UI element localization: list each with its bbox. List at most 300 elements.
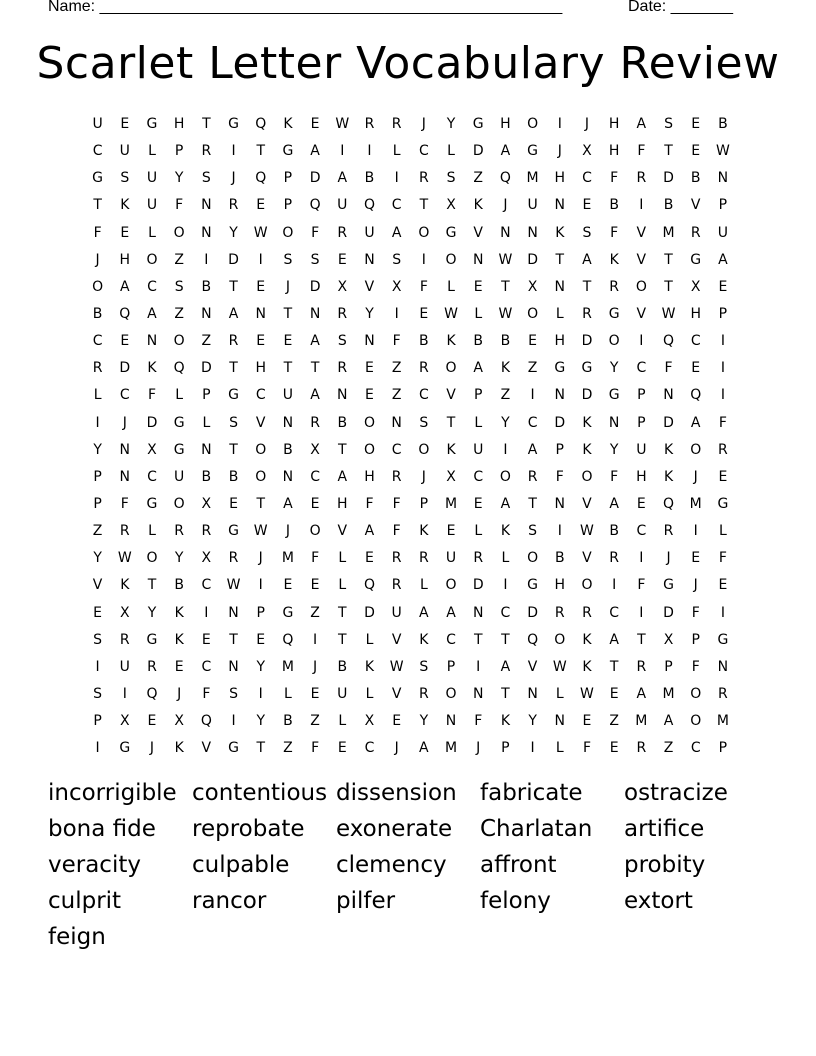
grid-letter[interactable]: R	[391, 550, 402, 567]
grid-letter[interactable]: L	[338, 550, 347, 567]
grid-letter[interactable]: H	[608, 116, 620, 132]
grid-letter[interactable]: O	[445, 251, 457, 268]
grid-letter[interactable]: P	[174, 143, 184, 160]
grid-letter[interactable]: N	[282, 468, 294, 485]
grid-letter[interactable]: Q	[663, 495, 675, 512]
grid-letter[interactable]: I	[122, 685, 127, 702]
grid-letter[interactable]: S	[337, 333, 347, 350]
grid-letter[interactable]: G	[717, 631, 729, 648]
grid-letter[interactable]: F	[202, 685, 211, 702]
grid-letter[interactable]: I	[720, 604, 725, 621]
grid-letter[interactable]: S	[229, 414, 238, 431]
grid-letter[interactable]: G	[282, 604, 294, 621]
grid-letter[interactable]: F	[392, 333, 401, 350]
grid-letter[interactable]: M	[716, 713, 729, 730]
grid-letter[interactable]: T	[446, 414, 456, 431]
grid-letter[interactable]: I	[95, 414, 100, 431]
grid-letter[interactable]: P	[93, 713, 102, 730]
grid-letter[interactable]: T	[473, 631, 483, 648]
grid-letter[interactable]: J	[693, 577, 698, 594]
grid-letter[interactable]: G	[92, 170, 104, 187]
grid-letter[interactable]: S	[446, 170, 456, 187]
grid-letter[interactable]: X	[337, 278, 348, 295]
grid-letter[interactable]: O	[173, 333, 185, 350]
grid-letter[interactable]: O	[445, 685, 457, 702]
grid-letter[interactable]: F	[365, 495, 374, 512]
grid-letter[interactable]: I	[258, 251, 263, 268]
grid-letter[interactable]: S	[283, 251, 293, 268]
grid-letter[interactable]: E	[528, 333, 538, 350]
grid-letter[interactable]: Z	[201, 333, 212, 350]
grid-letter[interactable]: K	[582, 441, 592, 458]
grid-letter[interactable]: E	[392, 713, 402, 730]
grid-letter[interactable]: R	[418, 360, 429, 377]
grid-letter[interactable]: E	[310, 495, 320, 512]
grid-letter[interactable]: S	[664, 116, 673, 132]
grid-letter[interactable]: C	[364, 740, 375, 757]
grid-letter[interactable]: C	[582, 170, 592, 187]
grid-letter[interactable]: Z	[391, 360, 402, 377]
grid-letter[interactable]: P	[93, 468, 102, 485]
grid-letter[interactable]: P	[637, 414, 646, 431]
grid-letter[interactable]: E	[718, 278, 728, 295]
grid-letter[interactable]: B	[364, 170, 375, 187]
grid-letter[interactable]: K	[120, 197, 130, 214]
grid-letter[interactable]: D	[472, 577, 484, 594]
grid-letter[interactable]: I	[557, 116, 562, 132]
grid-letter[interactable]: U	[391, 604, 402, 621]
grid-letter[interactable]: C	[500, 604, 511, 621]
grid-letter[interactable]: D	[228, 251, 239, 268]
grid-letter[interactable]: B	[718, 116, 728, 132]
grid-letter[interactable]: G	[554, 360, 566, 377]
grid-letter[interactable]: I	[530, 740, 535, 757]
grid-letter[interactable]: A	[147, 305, 157, 322]
grid-letter[interactable]: A	[391, 224, 402, 241]
grid-letter[interactable]: Y	[446, 116, 456, 132]
grid-letter[interactable]: N	[255, 305, 266, 322]
grid-letter[interactable]: Z	[500, 387, 511, 404]
grid-letter[interactable]: G	[173, 414, 185, 431]
grid-letter[interactable]: J	[313, 658, 318, 675]
grid-letter[interactable]: P	[419, 495, 429, 512]
grid-letter[interactable]: D	[200, 360, 212, 377]
grid-letter[interactable]: E	[609, 685, 619, 702]
grid-letter[interactable]: E	[473, 495, 483, 512]
grid-letter[interactable]: A	[500, 495, 511, 512]
grid-letter[interactable]: T	[338, 604, 347, 621]
grid-letter[interactable]: W	[580, 685, 594, 702]
grid-letter[interactable]: F	[93, 224, 102, 241]
grid-letter[interactable]: H	[636, 468, 647, 485]
grid-letter[interactable]: E	[365, 360, 374, 377]
grid-letter[interactable]: F	[610, 468, 619, 485]
grid-letter[interactable]: D	[663, 604, 674, 621]
grid-letter[interactable]: U	[119, 658, 130, 675]
grid-letter[interactable]: B	[174, 577, 184, 594]
grid-letter[interactable]: P	[283, 197, 293, 214]
grid-letter[interactable]: K	[174, 631, 184, 648]
grid-letter[interactable]: I	[693, 523, 698, 540]
grid-letter[interactable]: E	[147, 713, 157, 730]
grid-letter[interactable]: Z	[609, 713, 619, 730]
grid-letter[interactable]: L	[148, 523, 156, 540]
grid-letter[interactable]: L	[148, 143, 156, 160]
grid-letter[interactable]: D	[527, 251, 538, 268]
grid-letter[interactable]: L	[148, 224, 156, 241]
grid-letter[interactable]: R	[228, 197, 239, 214]
grid-letter[interactable]: K	[419, 523, 429, 540]
grid-letter[interactable]: C	[310, 468, 320, 485]
grid-letter[interactable]: G	[608, 305, 620, 322]
grid-letter[interactable]: G	[608, 387, 620, 404]
grid-letter[interactable]: D	[527, 604, 538, 621]
grid-letter[interactable]: K	[446, 333, 456, 350]
grid-letter[interactable]: R	[636, 658, 647, 675]
grid-letter[interactable]: E	[691, 116, 701, 132]
grid-letter[interactable]: Q	[282, 631, 294, 648]
grid-letter[interactable]: Q	[255, 170, 267, 187]
grid-letter[interactable]: N	[472, 685, 484, 702]
grid-letter[interactable]: N	[391, 414, 402, 431]
grid-letter[interactable]: L	[447, 143, 455, 160]
grid-letter[interactable]: O	[635, 278, 647, 295]
grid-letter[interactable]: L	[175, 387, 184, 404]
grid-letter[interactable]: H	[364, 468, 375, 485]
grid-letter[interactable]: B	[609, 197, 619, 214]
grid-letter[interactable]: A	[364, 523, 375, 540]
grid-letter[interactable]: V	[636, 305, 647, 322]
grid-letter[interactable]: N	[146, 333, 158, 350]
grid-letter[interactable]: C	[418, 143, 429, 160]
grid-letter[interactable]: U	[527, 197, 538, 214]
grid-letter[interactable]: T	[664, 251, 673, 268]
grid-letter[interactable]: R	[337, 224, 348, 241]
grid-letter[interactable]: V	[473, 224, 483, 241]
grid-letter[interactable]: J	[122, 414, 127, 431]
grid-letter[interactable]: M	[281, 550, 294, 567]
grid-letter[interactable]: P	[637, 387, 646, 404]
grid-letter[interactable]: R	[228, 550, 239, 567]
grid-letter[interactable]: L	[719, 523, 727, 540]
grid-letter[interactable]: H	[554, 577, 566, 594]
grid-letter[interactable]: Q	[309, 197, 321, 214]
grid-letter[interactable]: F	[311, 740, 320, 757]
grid-letter[interactable]: Q	[173, 360, 185, 377]
grid-letter[interactable]: X	[310, 441, 320, 458]
grid-letter[interactable]: L	[474, 305, 483, 322]
grid-letter[interactable]: Y	[256, 658, 265, 675]
grid-letter[interactable]: D	[119, 360, 131, 377]
grid-letter[interactable]: U	[364, 224, 375, 241]
grid-letter[interactable]: K	[663, 468, 674, 485]
grid-letter[interactable]: Y	[174, 170, 184, 187]
grid-letter[interactable]: P	[718, 197, 728, 214]
grid-letter[interactable]: T	[202, 116, 211, 132]
grid-letter[interactable]: M	[444, 495, 458, 512]
grid-letter[interactable]: M	[662, 685, 675, 702]
grid-letter[interactable]: O	[554, 631, 566, 648]
grid-letter[interactable]: T	[229, 360, 238, 377]
grid-letter[interactable]: L	[419, 577, 428, 594]
grid-letter[interactable]: R	[147, 658, 157, 675]
grid-letter[interactable]: I	[231, 713, 236, 730]
grid-letter[interactable]: F	[392, 523, 401, 540]
grid-letter[interactable]: T	[637, 631, 646, 648]
grid-letter[interactable]: K	[120, 577, 130, 594]
grid-letter[interactable]: T	[256, 740, 265, 757]
grid-letter[interactable]: N	[500, 224, 511, 241]
grid-letter[interactable]: M	[281, 658, 294, 675]
grid-letter[interactable]: G	[228, 116, 239, 132]
grid-letter[interactable]: A	[690, 414, 701, 431]
grid-letter[interactable]: I	[95, 740, 100, 757]
grid-letter[interactable]: A	[609, 495, 619, 512]
grid-letter[interactable]: S	[419, 658, 429, 675]
grid-letter[interactable]: O	[527, 305, 539, 322]
grid-letter[interactable]: P	[555, 441, 564, 458]
grid-letter[interactable]: R	[310, 414, 320, 431]
grid-letter[interactable]: J	[394, 740, 399, 757]
grid-letter[interactable]: E	[473, 278, 483, 295]
grid-letter[interactable]: W	[253, 224, 268, 241]
grid-letter[interactable]: Y	[256, 713, 265, 730]
grid-letter[interactable]: R	[609, 550, 620, 567]
grid-letter[interactable]: T	[338, 441, 347, 458]
grid-letter[interactable]: R	[690, 224, 701, 241]
grid-letter[interactable]: K	[283, 116, 293, 132]
grid-letter[interactable]: C	[92, 143, 103, 160]
grid-letter[interactable]: D	[472, 143, 484, 160]
grid-letter[interactable]: G	[282, 143, 294, 160]
grid-letter[interactable]: A	[310, 387, 320, 404]
grid-letter[interactable]: M	[444, 740, 458, 757]
grid-letter[interactable]: D	[581, 333, 593, 350]
grid-letter[interactable]: Q	[255, 116, 267, 132]
grid-letter[interactable]: R	[391, 468, 402, 485]
grid-letter[interactable]: B	[337, 658, 348, 675]
grid-letter[interactable]: T	[283, 360, 293, 377]
grid-letter[interactable]: L	[93, 387, 102, 404]
grid-letter[interactable]: W	[444, 305, 458, 322]
grid-letter[interactable]: H	[608, 143, 620, 160]
grid-letter[interactable]: W	[580, 523, 594, 540]
grid-letter[interactable]: P	[501, 740, 510, 757]
grid-letter[interactable]: R	[364, 116, 375, 132]
grid-letter[interactable]: Y	[501, 414, 510, 431]
grid-letter[interactable]: I	[231, 143, 236, 160]
grid-letter[interactable]: P	[446, 658, 456, 675]
grid-letter[interactable]: P	[256, 604, 265, 621]
grid-letter[interactable]: F	[311, 550, 320, 567]
grid-letter[interactable]: N	[717, 658, 729, 675]
name-field[interactable]: Name: ____________________________________________________	[48, 0, 563, 15]
grid-letter[interactable]: Y	[174, 550, 184, 567]
grid-letter[interactable]: W	[335, 116, 350, 132]
grid-letter[interactable]: T	[283, 305, 293, 322]
grid-letter[interactable]: F	[147, 387, 156, 404]
grid-letter[interactable]: R	[636, 740, 647, 757]
grid-letter[interactable]: A	[527, 441, 538, 458]
grid-letter[interactable]: F	[718, 414, 727, 431]
grid-letter[interactable]: I	[394, 305, 399, 322]
grid-letter[interactable]: I	[720, 333, 725, 350]
grid-letter[interactable]: I	[367, 143, 372, 160]
grid-letter[interactable]: V	[337, 523, 348, 540]
grid-letter[interactable]: Q	[527, 631, 539, 648]
grid-letter[interactable]: R	[337, 305, 348, 322]
grid-letter[interactable]: W	[389, 658, 404, 675]
grid-letter[interactable]: Z	[663, 740, 674, 757]
grid-letter[interactable]: G	[146, 495, 158, 512]
grid-letter[interactable]: J	[177, 685, 182, 702]
grid-letter[interactable]: I	[720, 360, 725, 377]
grid-letter[interactable]: L	[202, 414, 211, 431]
grid-letter[interactable]: U	[473, 441, 484, 458]
grid-letter[interactable]: J	[421, 468, 426, 485]
grid-letter[interactable]: K	[582, 414, 592, 431]
grid-letter[interactable]: G	[663, 577, 674, 594]
grid-letter[interactable]: I	[476, 658, 481, 675]
grid-letter[interactable]: H	[255, 360, 266, 377]
grid-letter[interactable]: P	[691, 631, 700, 648]
grid-letter[interactable]: G	[690, 251, 702, 268]
grid-letter[interactable]: Z	[473, 170, 484, 187]
grid-letter[interactable]: R	[391, 116, 402, 132]
grid-letter[interactable]: R	[663, 523, 674, 540]
grid-letter[interactable]: O	[581, 577, 593, 594]
grid-letter[interactable]: R	[228, 333, 239, 350]
grid-letter[interactable]: N	[364, 251, 375, 268]
grid-letter[interactable]: L	[338, 713, 347, 730]
grid-letter[interactable]: L	[365, 685, 374, 702]
grid-letter[interactable]: Y	[147, 604, 157, 621]
grid-letter[interactable]: N	[554, 495, 566, 512]
grid-letter[interactable]: L	[447, 278, 455, 295]
grid-letter[interactable]: H	[690, 305, 701, 322]
grid-letter[interactable]: N	[527, 685, 538, 702]
grid-letter[interactable]: N	[201, 224, 212, 241]
grid-letter[interactable]: V	[582, 495, 592, 512]
grid-letter[interactable]: U	[282, 387, 294, 404]
grid-letter[interactable]: D	[663, 414, 674, 431]
grid-letter[interactable]: I	[639, 550, 644, 567]
grid-letter[interactable]: O	[445, 577, 457, 594]
grid-letter[interactable]: J	[476, 740, 481, 757]
grid-letter[interactable]: N	[472, 604, 484, 621]
grid-letter[interactable]: E	[609, 740, 619, 757]
grid-letter[interactable]: F	[637, 577, 646, 594]
grid-letter[interactable]: C	[92, 333, 103, 350]
grid-letter[interactable]: U	[337, 685, 348, 702]
grid-letter[interactable]: Y	[609, 360, 619, 377]
grid-letter[interactable]: S	[582, 224, 592, 241]
grid-letter[interactable]: R	[418, 170, 429, 187]
grid-letter[interactable]: E	[446, 523, 456, 540]
grid-letter[interactable]: R	[554, 604, 565, 621]
grid-letter[interactable]: L	[365, 631, 374, 648]
grid-letter[interactable]: C	[201, 577, 212, 594]
grid-letter[interactable]: L	[555, 740, 564, 757]
grid-letter[interactable]: V	[582, 550, 592, 567]
grid-letter[interactable]: R	[174, 523, 185, 540]
grid-letter[interactable]: O	[173, 224, 185, 241]
grid-letter[interactable]: E	[256, 631, 266, 648]
grid-letter[interactable]: T	[310, 360, 320, 377]
grid-letter[interactable]: C	[201, 658, 212, 675]
grid-letter[interactable]: P	[283, 170, 293, 187]
grid-letter[interactable]: E	[256, 278, 266, 295]
grid-letter[interactable]: X	[147, 441, 157, 458]
grid-letter[interactable]: A	[500, 143, 511, 160]
grid-letter[interactable]: V	[201, 740, 212, 757]
grid-letter[interactable]: E	[283, 333, 293, 350]
grid-letter[interactable]: E	[419, 305, 429, 322]
grid-letter[interactable]: F	[175, 197, 184, 214]
grid-letter[interactable]: G	[527, 143, 539, 160]
grid-letter[interactable]: U	[92, 116, 103, 132]
grid-letter[interactable]: I	[612, 577, 617, 594]
grid-letter[interactable]: C	[609, 604, 620, 621]
grid-letter[interactable]: A	[663, 713, 674, 730]
grid-letter[interactable]: R	[582, 305, 592, 322]
grid-letter[interactable]: J	[95, 251, 100, 268]
grid-letter[interactable]: Q	[363, 577, 375, 594]
grid-letter[interactable]: N	[119, 468, 131, 485]
grid-letter[interactable]: Y	[93, 550, 102, 567]
grid-letter[interactable]: T	[229, 631, 238, 648]
grid-letter[interactable]: C	[446, 631, 456, 648]
grid-letter[interactable]: I	[639, 197, 644, 214]
grid-letter[interactable]: M	[526, 170, 539, 187]
grid-letter[interactable]: V	[636, 224, 647, 241]
grid-letter[interactable]: D	[309, 278, 321, 295]
grid-letter[interactable]: F	[637, 143, 646, 160]
grid-letter[interactable]: Q	[690, 387, 702, 404]
grid-letter[interactable]: R	[337, 360, 348, 377]
grid-letter[interactable]: R	[418, 550, 429, 567]
grid-letter[interactable]: K	[500, 713, 510, 730]
grid-letter[interactable]: X	[582, 143, 592, 160]
grid-letter[interactable]: H	[119, 251, 131, 268]
grid-letter[interactable]: I	[204, 251, 209, 268]
grid-letter[interactable]: A	[310, 143, 320, 160]
grid-letter[interactable]: Z	[527, 360, 538, 377]
grid-letter[interactable]: I	[204, 604, 209, 621]
grid-letter[interactable]: O	[527, 116, 539, 132]
grid-letter[interactable]: O	[363, 414, 375, 431]
grid-letter[interactable]: E	[310, 116, 320, 132]
grid-letter[interactable]: Z	[92, 523, 103, 540]
grid-letter[interactable]: Q	[119, 305, 131, 322]
grid-letter[interactable]: V	[527, 658, 538, 675]
grid-letter[interactable]: T	[229, 278, 238, 295]
grid-letter[interactable]: C	[147, 468, 157, 485]
grid-letter[interactable]: K	[663, 441, 674, 458]
grid-letter[interactable]: T	[528, 495, 537, 512]
grid-letter[interactable]: I	[557, 523, 562, 540]
grid-letter[interactable]: T	[501, 631, 510, 648]
grid-letter[interactable]: M	[689, 495, 702, 512]
grid-letter[interactable]: A	[419, 740, 429, 757]
grid-letter[interactable]: C	[636, 523, 647, 540]
grid-letter[interactable]: V	[391, 685, 402, 702]
grid-letter[interactable]: C	[119, 387, 130, 404]
grid-letter[interactable]: A	[337, 170, 348, 187]
grid-letter[interactable]: I	[639, 333, 644, 350]
grid-letter[interactable]: A	[500, 658, 511, 675]
grid-letter[interactable]: G	[119, 740, 131, 757]
